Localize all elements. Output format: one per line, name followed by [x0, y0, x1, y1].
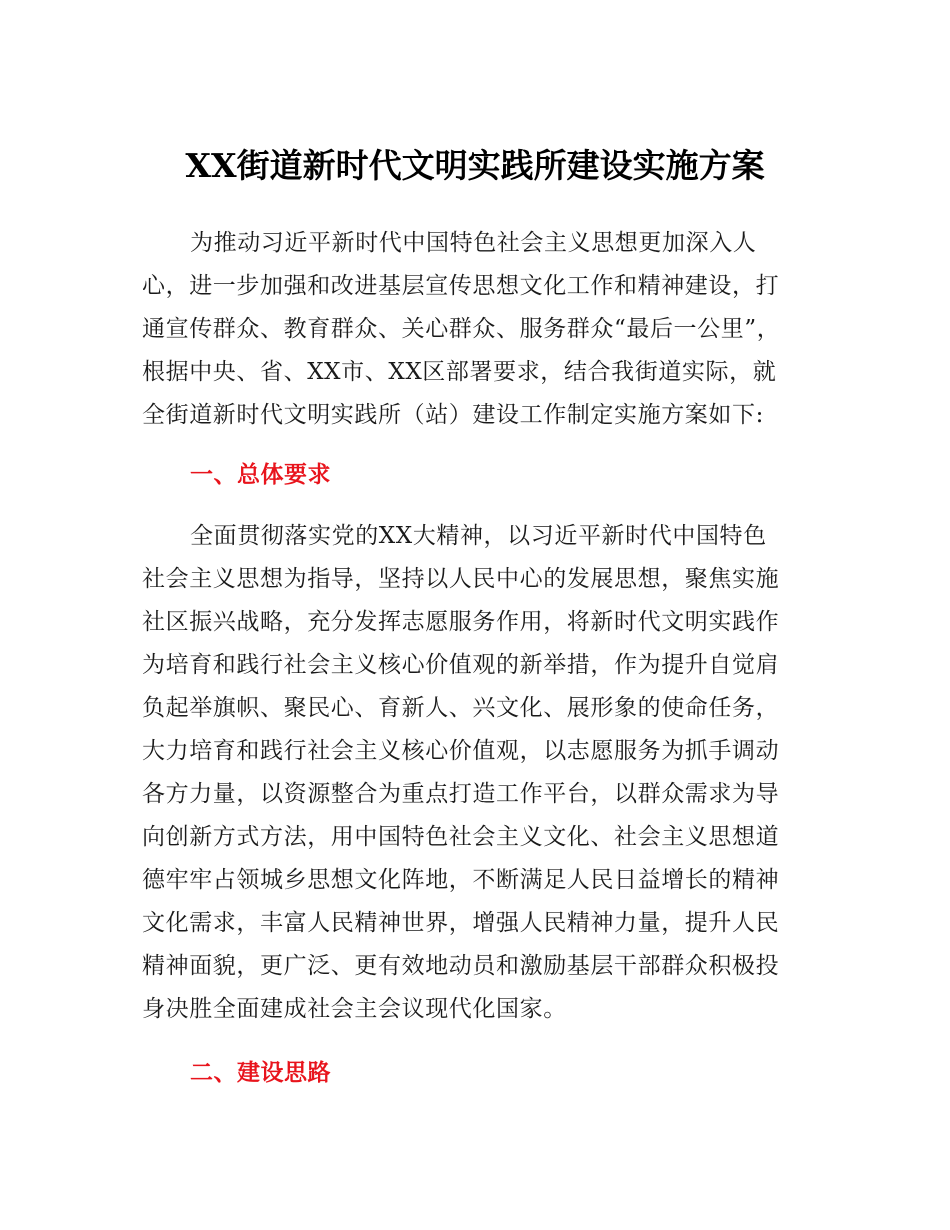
- section1-line-8: 向创新方式方法，用中国特色社会主义文化、社会主义思想道: [142, 824, 780, 850]
- intro-line-1: 为推动习近平新时代中国特色社会主义思想更加深入人: [190, 230, 757, 256]
- section1-line-4: 为培育和践行社会主义核心价值观的新举措，作为提升自觉肩: [142, 652, 780, 678]
- section1-line-10: 文化需求，丰富人民精神世界，增强人民精神力量，提升人民: [142, 910, 780, 936]
- section1-line-11: 精神面貌，更广泛、更有效地动员和激励基层干部群众积极投: [142, 953, 780, 979]
- intro-line-2: 心，进一步加强和改进基层宣传思想文化工作和精神建设，打: [142, 273, 780, 299]
- section1-line-5: 负起举旗帜、聚民心、育新人、兴文化、展形象的使命任务，: [142, 695, 780, 721]
- document-title: XX街道新时代文明实践所建设实施方案: [185, 146, 765, 185]
- section1-line-7: 各方力量，以资源整合为重点打造工作平台，以群众需求为导: [142, 781, 780, 807]
- section1-line-2: 社会主义思想为指导，坚持以人民中心的发展思想，聚焦实施: [142, 566, 780, 592]
- section1-line-6: 大力培育和践行社会主义核心价值观，以志愿服务为抓手调动: [142, 738, 780, 764]
- section-heading-overall-requirements: 一、总体要求: [190, 462, 331, 488]
- section1-line-9: 德牢牢占领城乡思想文化阵地，不断满足人民日益增长的精神: [142, 867, 780, 893]
- section1-line-12: 身决胜全面建成社会主会议现代化国家。: [142, 996, 567, 1022]
- section1-line-1: 全面贯彻落实党的XX大精神，以习近平新时代中国特色: [190, 523, 767, 549]
- section1-line-3: 社区振兴战略，充分发挥志愿服务作用，将新时代文明实践作: [142, 609, 780, 635]
- intro-line-5: 全街道新时代文明实践所（站）建设工作制定实施方案如下:: [142, 402, 764, 428]
- intro-line-4: 根据中央、省、XX市、XX区部署要求，结合我街道实际，就: [142, 359, 777, 385]
- intro-line-3: 通宣传群众、教育群众、关心群众、服务群众“最后一公里”，: [142, 316, 781, 342]
- section-heading-construction-approach: 二、建设思路: [190, 1060, 331, 1086]
